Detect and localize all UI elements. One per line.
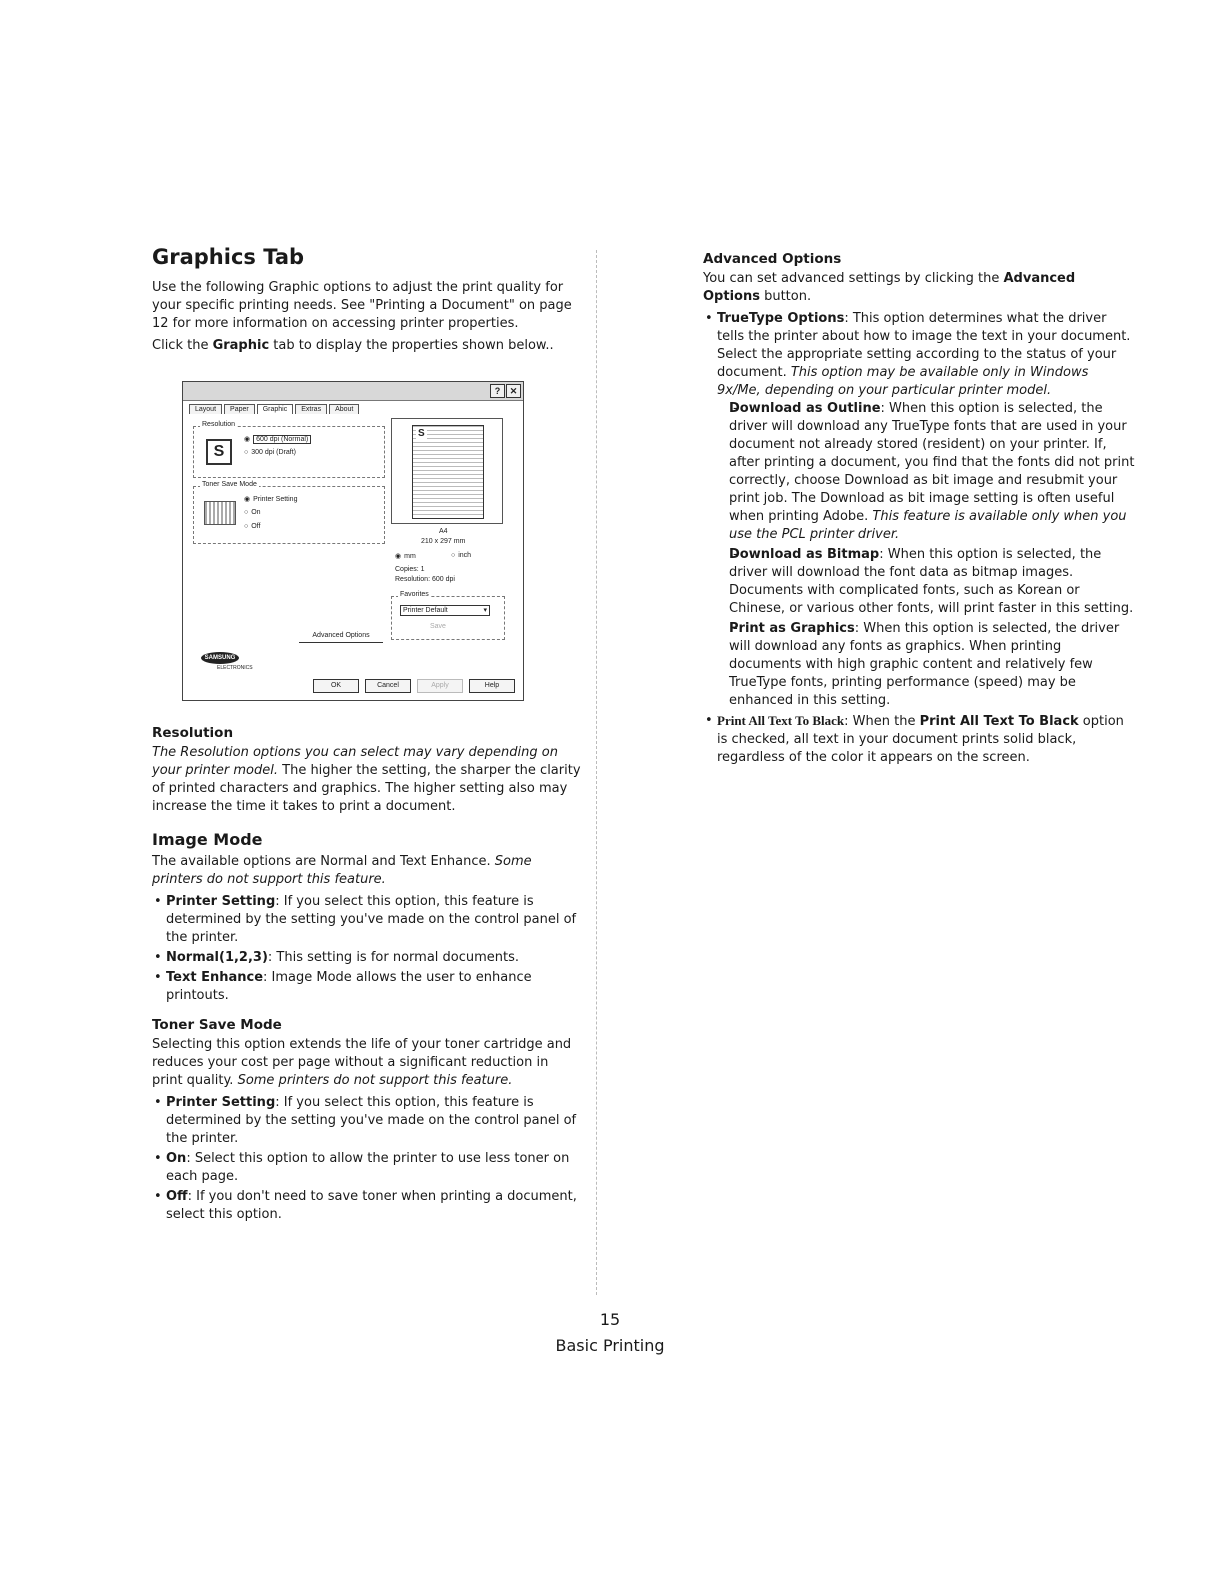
click-bold: Graphic [212,338,270,353]
paper-name: A4 [439,528,448,535]
resolution-info: Resolution: 600 dpi [395,576,455,583]
advanced-list [703,310,1135,767]
favorites-label: Favorites [400,591,429,598]
list-item [152,969,582,1005]
toner-text: Selecting this option extends the life of your toner cartridge and reduces your cost per page without a significant reduction in print quality. [152,1037,572,1088]
item-label: Print All Text To Black [717,713,845,728]
page-number: 15 [599,1310,621,1329]
item-text: : When this option is selected, the driver will download any TrueType fonts that are used in your document not already stored (resident) on your printer. If, after printing a document, you find that the fonts did not print correctly, choose Download as bit image and resubmit your print job. The Download as bit image setting is often useful when printing Adobe. [729,401,1135,524]
samsung-logo: SAMSUNG [201,652,239,664]
item-italic: This feature is available only when you use the PCL printer driver. [729,509,1127,542]
list-item [152,1094,582,1148]
list-item [717,620,1135,710]
advanced-intro [703,270,1135,306]
printer-properties-dialog [182,381,524,701]
item-bold: Print All Text To Black [919,714,1079,729]
tab-extras[interactable]: Extras [295,404,327,414]
advanced-options-heading: Advanced Options [703,251,842,267]
favorites-group [391,591,505,640]
advanced-intro-pre: You can set advanced settings by clicking the [703,271,1004,286]
list-item [152,949,582,967]
advanced-intro-bold: Advanced Options [703,271,1076,304]
item-italic: This option may be available only in Windows 9x/Me, depending on your particular printer model. [717,365,1089,398]
item-bold: Download as Bitmap [729,547,880,562]
item-text: : When this option is selected, the driver will download any fonts as graphics. When printing documents with high graphic content and relatively few TrueType fonts, printing performance (speed) may be enhanced in this setting. [729,621,1120,708]
radio-unit-mm[interactable]: ◉ mm [395,552,416,560]
radio-300dpi[interactable]: ○ 300 dpi (Draft) [244,449,296,456]
toner-heading: Toner Save Mode [152,1017,282,1033]
item-bold: On [166,1151,187,1166]
truetype-sublist [717,400,1135,710]
tab-graphic[interactable]: Graphic [257,404,294,414]
right-column [703,245,1135,769]
click-post: tab to display the properties shown below.. [269,338,554,353]
favorites-save-button[interactable]: Save [430,623,446,630]
list-item [703,310,1135,710]
item-text: : If you select this option, this feature is determined by the setting you've made on the control panel of the printer. [166,894,577,945]
page-preview [391,418,503,524]
toner-group-label: Toner Save Mode [202,481,257,488]
radio-600dpi[interactable] [244,435,311,443]
column-divider [596,250,597,1295]
image-mode-italic: Some printers do not support this feature. [152,854,532,887]
list-item [717,400,1135,544]
resolution-icon: S [206,439,232,465]
resolution-group-label: Resolution [202,421,236,428]
image-mode-paragraph [152,853,582,889]
printer-icon [204,501,236,525]
cancel-button[interactable]: Cancel [365,679,411,693]
item-text-pre: : When the [844,714,920,729]
toner-italic: Some printers do not support this feature. [237,1073,513,1088]
item-bold: Off [166,1189,188,1204]
advanced-intro-post: button. [759,289,812,304]
advanced-options-button[interactable]: Advanced Options [299,630,383,643]
radio-toner-printer-setting[interactable]: ◉ Printer Setting [244,495,297,503]
help-icon[interactable]: ? [490,384,505,398]
paper-size: 210 x 297 mm [421,538,466,545]
item-text: : If you don't need to save toner when printing a document, select this option. [166,1189,577,1222]
list-item [152,1188,582,1224]
tab-layout[interactable]: Layout [189,404,222,414]
help-button[interactable]: Help [469,679,515,693]
item-bold: Printer Setting [166,894,276,909]
page-title: Graphics Tab [152,245,305,269]
click-pre: Click the [152,338,213,353]
list-item [717,546,1135,618]
radio-unit-inch[interactable]: ○ inch [451,552,471,559]
resolution-italic: The Resolution options you can select may vary depending on your printer model. [152,745,558,778]
favorites-select[interactable]: Printer Default ▾ [400,605,490,616]
apply-button[interactable]: Apply [417,679,463,693]
samsung-logo-sub: ELECTRONICS [217,665,253,671]
resolution-heading: Resolution [152,725,234,741]
item-bold: Print as Graphics [729,621,855,636]
dialog-tabs [189,404,359,414]
item-text: : Select this option to allow the printer to use less toner on each page. [166,1151,570,1184]
toner-paragraph [152,1036,582,1090]
ok-button[interactable]: OK [313,679,359,693]
resolution-paragraph [152,744,582,816]
copies-info: Copies: 1 [395,566,425,573]
resolution-text: The higher the setting, the sharper the clarity of printed characters and graphics. The higher setting also may increase the time it takes to print a document. [152,763,581,814]
radio-toner-on[interactable]: ○ On [244,509,261,516]
dialog-titlebar [183,382,523,401]
image-mode-list [152,893,582,1005]
tab-paper[interactable]: Paper [224,404,255,414]
section-name: Basic Printing [555,1336,665,1355]
list-item [152,1150,582,1186]
item-text: : Image Mode allows the user to enhance printouts. [166,970,532,1003]
preview-letter: S [418,428,425,439]
item-bold: Text Enhance [166,970,264,985]
image-mode-heading: Image Mode [152,830,263,849]
tab-about[interactable]: About [329,404,359,414]
item-text: : If you select this option, this feature is determined by the setting you've made on the control panel of the printer. [166,1095,577,1146]
toner-list [152,1094,582,1224]
left-column [152,245,582,1226]
list-item [152,893,582,947]
list-item [703,712,1135,767]
radio-600dpi-label: 600 dpi (Normal) [253,435,311,444]
item-text-post: option is checked, all text in your document prints solid black, regardless of the color it appears on the screen. [717,714,1124,765]
item-text: : This option determines what the driver tells the printer about how to image the text in your document. Select the appropriate setting according to the status of your document. [717,311,1131,380]
intro-paragraph: Use the following Graphic options to adjust the print quality for your specific printing needs. See "Printing a Document" on page 12 for more information on accessing printer properties. [152,280,572,331]
item-bold: TrueType Options [717,311,845,326]
image-mode-text: The available options are Normal and Text Enhance. [152,854,495,869]
close-icon[interactable]: ✕ [506,384,521,398]
item-bold: Normal(1,2,3) [166,950,268,965]
item-text: : When this option is selected, the driver will download the font data as bitmap images. Documents with complicated fonts, such as Korean or Chinese, or various other fonts, will print faster in this setting. [729,547,1134,616]
click-instruction [152,337,582,355]
radio-toner-off[interactable]: ○ Off [244,523,260,530]
item-bold: Printer Setting [166,1095,276,1110]
toner-save-group [193,481,385,544]
resolution-group [193,421,385,478]
preview-page [412,425,484,519]
item-bold: Download as Outline [729,401,881,416]
item-text: : This setting is for normal documents. [267,950,520,965]
